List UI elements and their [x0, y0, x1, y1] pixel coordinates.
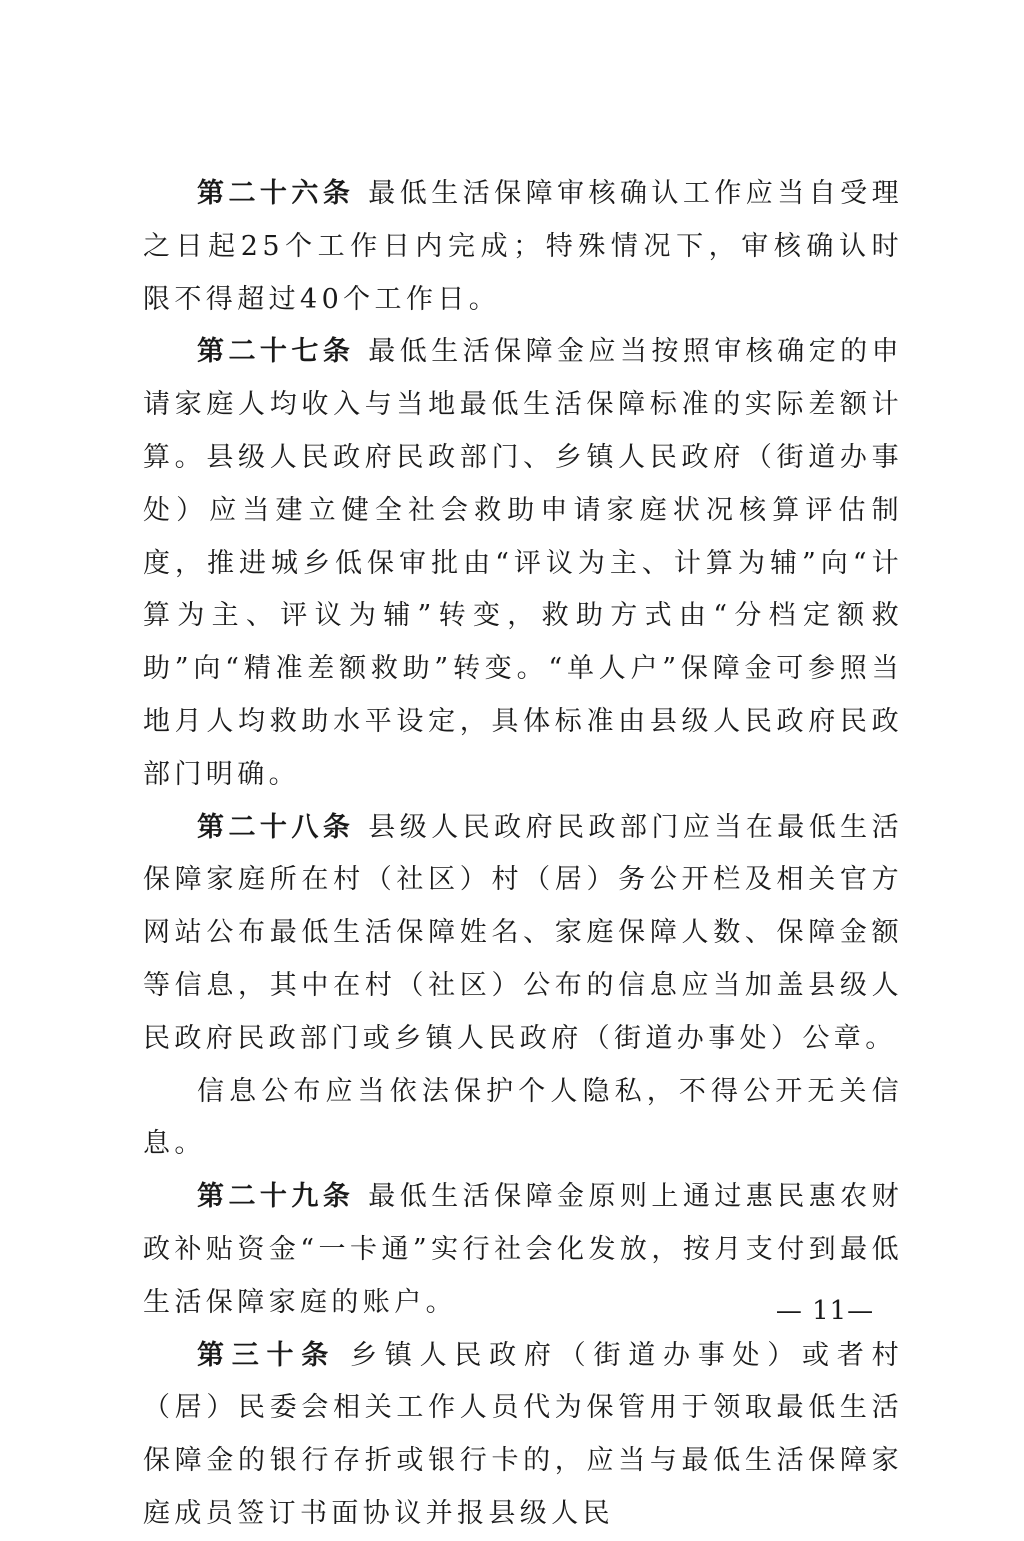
- article-text: 信息公布应当依法保护个人隐私，不得公开无关信息。: [143, 1075, 903, 1160]
- article-heading: 第二十八条: [197, 811, 355, 843]
- article-text: 县级人民政府民政部门应当在最低生活保障家庭所在村（社区）村（居）务公开栏及相关官方网站公布最低生活保障姓名、家庭保障人数、保障金额等信息，其中在村（社区）公布的信息应当加盖县级人民政府民政部门或乡镇人民政府（街道办事处）公章。: [143, 811, 904, 1054]
- article-text: 最低生活保障金应当按照审核确定的申请家庭人均收入与当地最低生活保障标准的实际差额计算。县级人民政府民政部门、乡镇人民政府（街道办事处）应当建立健全社会救助申请家庭状况核算评估制度，推进城乡低保审批由“评议为主、计算为辅”向“计算为主、评议为辅”转变，救助方式由“分档定额救助”向“精准差额救助”转变。“单人户”保障金可参照当地月人均救助水平设定，具体标准由县级人民政府民政部门明确。: [143, 336, 904, 790]
- paragraph-article-26: [143, 168, 903, 326]
- paragraph-article-28: [143, 802, 903, 1066]
- paragraph-article-27: [143, 326, 903, 801]
- page-number: — 11—: [775, 1296, 875, 1326]
- article-text: 乡镇人民政府（街道办事处）或者村（居）民委会相关工作人员代为保管用于领取最低生活保障金的银行存折或银行卡的，应当与最低生活保障家庭成员签订书面协议并报县级人民: [143, 1339, 903, 1529]
- article-text: 最低生活保障审核确认工作应当自受理之日起25个工作日内完成；特殊情况下，审核确认时限不得超过40个工作日。: [143, 178, 904, 315]
- article-text: 最低生活保障金原则上通过惠民惠农财政补贴资金“一卡通”实行社会化发放，按月支付到最低生活保障家庭的账户。: [143, 1181, 904, 1318]
- article-heading: 第二十七条: [197, 336, 355, 368]
- article-heading: 第二十六条: [197, 178, 355, 209]
- document-body: [143, 168, 903, 1541]
- article-heading: 第三十条: [197, 1339, 337, 1371]
- paragraph-privacy-note: [143, 1066, 903, 1172]
- article-heading: 第二十九条: [197, 1181, 355, 1213]
- paragraph-article-30: [143, 1330, 903, 1541]
